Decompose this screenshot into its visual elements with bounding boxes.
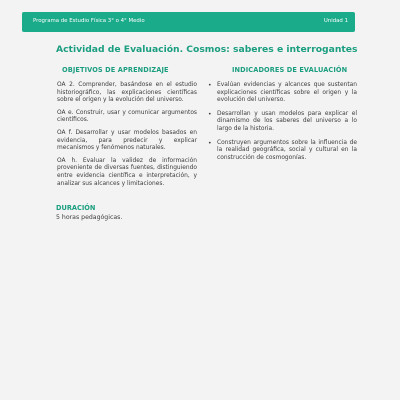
indicator-item (208, 140, 357, 163)
duration-value: 5 horas pedagógicas. (56, 214, 123, 221)
objective-item: OA 2. Comprender, basándose en el estudio historiográfico, las explicaciones científicas sobre el origen y la evolución del universo. (57, 82, 197, 104)
header-bar (22, 12, 355, 32)
objective-item: OA e. Construir, usar y comunicar argumentos científicos. (57, 109, 197, 124)
indicators-heading: INDICADORES DE EVALUACIÓN (232, 66, 348, 74)
objectives-list (57, 82, 197, 193)
objectives-heading: OBJETIVOS DE APRENDIZAJE (62, 66, 169, 74)
objective-item: OA h. Evaluar la validez de información proveniente de diversas fuentes, distinguiendo entre evidencia científica e interpretación, y analizar sus alcances y limitaciones. (57, 157, 197, 187)
page-title: Actividad de Evaluación. Cosmos: saberes e interrogantes (56, 44, 358, 55)
bullet-icon: • (208, 82, 212, 89)
bullet-icon: • (208, 110, 212, 118)
indicator-item (208, 111, 357, 134)
unit-label: Unidad 1 (323, 18, 348, 24)
indicator-text: Evalúan evidencias y alcances que sustentan explicaciones científicas sobre el origen y la evolución del universo. (217, 82, 357, 104)
indicators-list (208, 82, 357, 168)
duration-heading: DURACIÓN (56, 204, 96, 212)
indicator-text: Construyen argumentos sobre la influencia de la realidad geográfica, social y cultural en la construcción de cosmogonías. (217, 139, 357, 161)
bullet-icon: • (208, 139, 212, 147)
indicator-item (208, 82, 357, 105)
program-name: Programa de Estudio Física 3° o 4° Medio (33, 18, 145, 24)
objective-item: OA f. Desarrollar y usar modelos basados en evidencia, para predecir y explicar mecanismos y fenómenos naturales. (57, 129, 197, 152)
indicator-text: Desarrollan y usan modelos para explicar el dinamismo de los saberes del universo a lo largo de la historia. (217, 110, 357, 132)
